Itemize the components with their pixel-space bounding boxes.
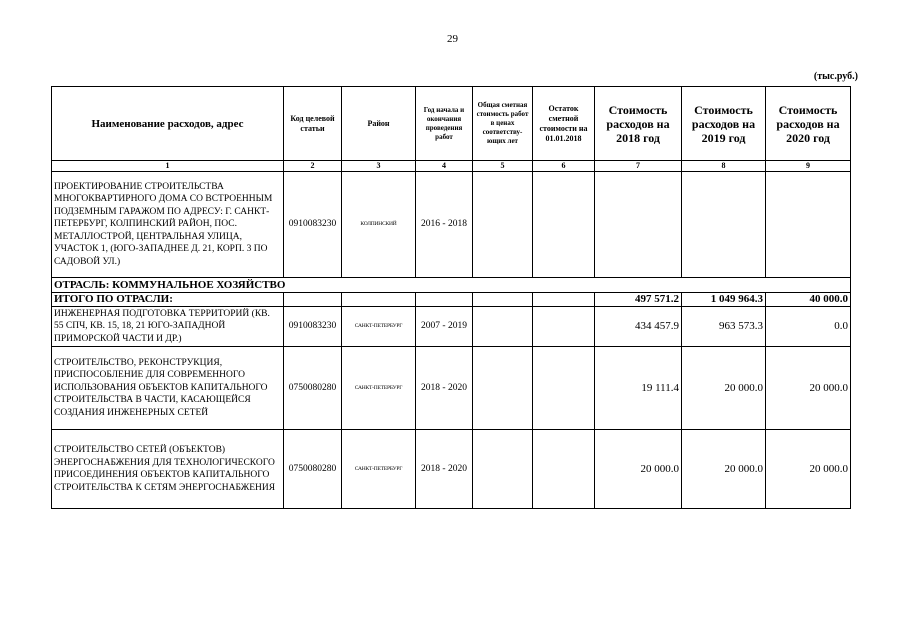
- row-period: 2007 - 2019: [416, 307, 473, 347]
- column-number: 8: [682, 161, 766, 172]
- row-cost-2019: 20 000.0: [682, 430, 766, 509]
- row-district: САНКТ-ПЕТЕРБУРГ: [342, 347, 416, 430]
- row-code: 0750080280: [284, 347, 342, 430]
- header-district: Район: [342, 87, 416, 161]
- column-number: 9: [766, 161, 851, 172]
- row-name: ИНЖЕНЕРНАЯ ПОДГОТОВКА ТЕРРИТОРИЙ (КВ. 55 СПЧ, КВ. 15, 18, 21 ЮГО-ЗАПАДНОЙ ПРИМОРСКОЙ ЧАСТИ И ДР.): [52, 307, 284, 347]
- header-total-cost: Общая сметная стоимость работ в ценах соответству-ющих лет: [473, 87, 533, 161]
- column-number: 3: [342, 161, 416, 172]
- row-period: 2018 - 2020: [416, 347, 473, 430]
- header-cost-2018: Стоимость расходов на 2018 год: [595, 87, 682, 161]
- header-period: Год начала и окончания проведения работ: [416, 87, 473, 161]
- page-number: 29: [447, 33, 458, 45]
- row-cost-2018: 20 000.0: [595, 430, 682, 509]
- column-number: 6: [533, 161, 595, 172]
- row-cost-2019: [682, 172, 766, 278]
- table-row: [52, 307, 851, 347]
- header-code: Код целевой статьи: [284, 87, 342, 161]
- row-district: КОЛПИНСКИЙ: [342, 172, 416, 278]
- header-row: [52, 87, 851, 161]
- row-code: 0910083230: [284, 172, 342, 278]
- row-cost-2020: 20 000.0: [766, 347, 851, 430]
- row-name: СТРОИТЕЛЬСТВО СЕТЕЙ (ОБЪЕКТОВ) ЭНЕРГОСНАБЖЕНИЯ ДЛЯ ТЕХНОЛОГИЧЕСКОГО ПРИСОЕДИНЕНИЯ ОБЪЕКТОВ КАПИТАЛЬНОГО СТРОИТЕЛЬСТВА К СЕТЯМ ЭНЕРГОСНАБЖЕНИЯ: [52, 430, 284, 509]
- header-cost-2020: Стоимость расходов на 2020 год: [766, 87, 851, 161]
- table-row: [52, 172, 851, 278]
- total-cost-2019: 1 049 964.3: [682, 293, 766, 307]
- units-note: (тыс.руб.): [813, 71, 858, 82]
- row-code: 0750080280: [284, 430, 342, 509]
- total-label: ИТОГО ПО ОТРАСЛИ:: [52, 293, 284, 307]
- table-row: [52, 430, 851, 509]
- row-cost-2018: 434 457.9: [595, 307, 682, 347]
- row-cost-2019: 20 000.0: [682, 347, 766, 430]
- row-name: ПРОЕКТИРОВАНИЕ СТРОИТЕЛЬСТВА МНОГОКВАРТИРНОГО ДОМА СО ВСТРОЕННЫМ ПОДЗЕМНЫМ ГАРАЖОМ ПО АДРЕСУ: Г. САНКТ-ПЕТЕРБУРГ, КОЛПИНСКИЙ РАЙОН, ПОС. МЕТАЛЛОСТРОЙ, ЦЕНТРАЛЬНАЯ УЛИЦА, УЧАСТОК 1, (ЮГО-ЗАПАДНЕЕ Д. 21, КОРП. 3 ПО САДОВОЙ УЛ.): [52, 172, 284, 278]
- row-name: СТРОИТЕЛЬСТВО, РЕКОНСТРУКЦИЯ, ПРИСПОСОБЛЕНИЕ ДЛЯ СОВРЕМЕННОГО ИСПОЛЬЗОВАНИЯ ОБЪЕКТОВ КАПИТАЛЬНОГО СТРОИТЕЛЬСТВА В ЧАСТИ, КАСАЮЩЕЙСЯ СОЗДАНИЯ ИНЖЕНЕРНЫХ СЕТЕЙ: [52, 347, 284, 430]
- total-cost-2018: 497 571.2: [595, 293, 682, 307]
- total-cost-2020: 40 000.0: [766, 293, 851, 307]
- section-title: ОТРАСЛЬ: КОММУНАЛЬНОЕ ХОЗЯЙСТВО: [52, 278, 851, 293]
- column-number: 5: [473, 161, 533, 172]
- column-number: 4: [416, 161, 473, 172]
- budget-table: [51, 86, 851, 509]
- row-cost-2018: [595, 172, 682, 278]
- column-number: 7: [595, 161, 682, 172]
- row-cost-2020: 20 000.0: [766, 430, 851, 509]
- column-number: 2: [284, 161, 342, 172]
- row-code: 0910083230: [284, 307, 342, 347]
- row-remaining: [533, 172, 595, 278]
- row-cost-2018: 19 111.4: [595, 347, 682, 430]
- table-row: [52, 347, 851, 430]
- total-row: [52, 293, 851, 307]
- column-number-row: [52, 161, 851, 172]
- row-cost-2020: 0.0: [766, 307, 851, 347]
- row-district: САНКТ-ПЕТЕРБУРГ: [342, 307, 416, 347]
- row-total-cost: [473, 172, 533, 278]
- row-period: 2016 - 2018: [416, 172, 473, 278]
- row-period: 2018 - 2020: [416, 430, 473, 509]
- section-row: [52, 278, 851, 293]
- header-cost-2019: Стоимость расходов на 2019 год: [682, 87, 766, 161]
- header-remaining: Остаток сметной стоимости на 01.01.2018: [533, 87, 595, 161]
- column-number: 1: [52, 161, 284, 172]
- row-cost-2020: [766, 172, 851, 278]
- row-district: САНКТ-ПЕТЕРБУРГ: [342, 430, 416, 509]
- header-name: Наименование расходов, адрес: [52, 87, 284, 161]
- row-cost-2019: 963 573.3: [682, 307, 766, 347]
